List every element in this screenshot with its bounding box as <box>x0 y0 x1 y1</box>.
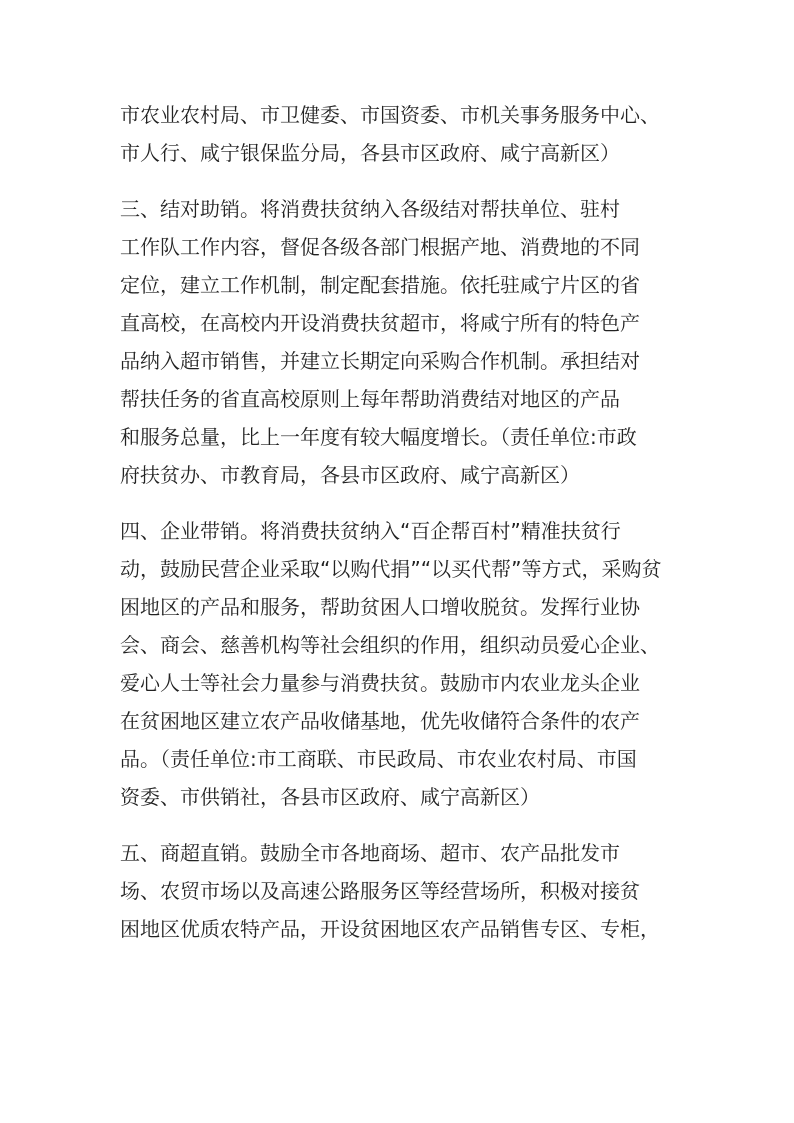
paragraph-responsible-units-continued <box>120 96 680 172</box>
text-line: 困地区优质农特产品，开设贫困地区农产品销售专区、专柜， <box>120 917 660 941</box>
paragraph-gap <box>120 494 680 512</box>
text-line: 直高校，在高校内开设消费扶贫超市，将咸宁所有的特色产 <box>120 311 640 335</box>
text-line: 府扶贫办、市教育局，各县市区政府、咸宁高新区） <box>120 463 580 487</box>
paragraph-gap <box>120 816 680 834</box>
text-line: 市人行、咸宁银保监分局，各县市区政府、咸宁高新区） <box>120 141 620 165</box>
text-line: 帮扶任务的省直高校原则上每年帮助消费结对地区的产品 <box>120 387 620 411</box>
text-line: 定位，建立工作机制，制定配套措施。依托驻咸宁片区的省 <box>120 273 640 297</box>
text-line: 三、结对助销。将消费扶贫纳入各级结对帮扶单位、驻村 <box>120 197 620 221</box>
text-line: 和服务总量，比上一年度有较大幅度增长。（责任单位:市政 <box>120 425 637 449</box>
text-line: 品纳入超市销售，并建立长期定向采购合作机制。承担结对 <box>120 349 640 373</box>
text-line: 场、农贸市场以及高速公路服务区等经营场所，积极对接贫 <box>120 879 640 903</box>
text-line: 市农业农村局、市卫健委、市国资委、市机关事务服务中心、 <box>120 103 660 127</box>
text-line: 五、商超直销。鼓励全市各地商场、超市、农产品批发市 <box>120 841 620 865</box>
paragraph-gap <box>120 172 680 190</box>
text-line: 会、商会、慈善机构等社会组织的作用，组织动员爱心企业、 <box>120 633 660 657</box>
text-line: 工作队工作内容，督促各级各部门根据产地、消费地的不同 <box>120 235 640 259</box>
text-line: 动，鼓励民营企业采取“以购代捐”“以买代帮”等方式，采购贫 <box>120 557 662 581</box>
text-line: 资委、市供销社，各县市区政府、咸宁高新区） <box>120 785 540 809</box>
text-line: 四、企业带销。将消费扶贫纳入“百企帮百村”精准扶贫行 <box>120 519 621 543</box>
text-line: 在贫困地区建立农产品收储基地，优先收储符合条件的农产 <box>120 709 640 733</box>
paragraph-section-3 <box>120 190 680 494</box>
paragraph-section-5 <box>120 834 680 948</box>
document-page <box>120 96 680 948</box>
text-line: 品。（责任单位:市工商联、市民政局、市农业农村局、市国 <box>120 747 637 771</box>
paragraph-section-4 <box>120 512 680 816</box>
text-line: 爱心人士等社会力量参与消费扶贫。鼓励市内农业龙头企业 <box>120 671 640 695</box>
text-line: 困地区的产品和服务，帮助贫困人口增收脱贫。发挥行业协 <box>120 595 640 619</box>
